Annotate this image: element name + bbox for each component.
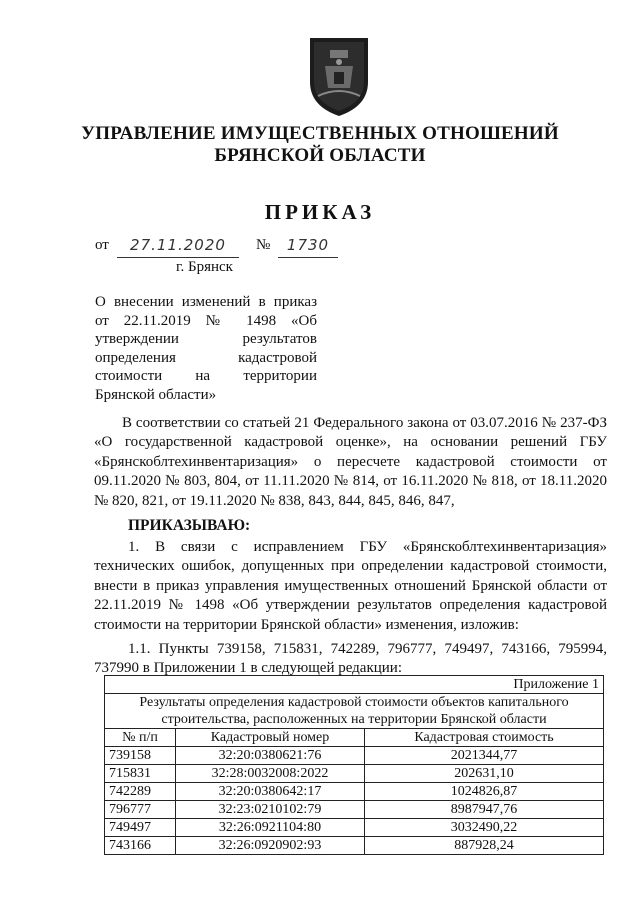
row-number: 715831: [105, 765, 176, 783]
table-row: [105, 801, 604, 819]
order-subject: О внесении изменений в приказ от 22.11.2019 № 1498 «Об утверждении результатов определения кадастровой стоимости на территории Брянской области»: [95, 294, 317, 403]
table-row: [105, 783, 604, 801]
date-label: от: [95, 237, 109, 253]
header-number: № п/п: [105, 729, 176, 747]
row-cadastral-value: 1024826,87: [365, 783, 604, 801]
row-cadastral-value: 887928,24: [365, 837, 604, 855]
row-cadastral-number: 32:26:0921104:80: [176, 819, 365, 837]
city-label: г. Брянск: [176, 259, 233, 275]
preamble-paragraph: В соответствии со статьей 21 Федерального закона от 03.07.2016 № 237-ФЗ «О государственной кадастровой оценке», на основании решений ГБУ «Брянскоблтехинвентаризация» о пересчете кадастровой стоимости от 09.11.2020 № 803, 804, от 11.11.2020 № 814, от 16.11.2020 № 818, от 18.11.2020 № 820, 821, от 19.11.2020 № 838, 843, 844, 845, 846, 847,: [94, 415, 607, 509]
table-row: [105, 837, 604, 855]
row-cadastral-number: 32:28:0032008:2022: [176, 765, 365, 783]
header-row: [105, 729, 604, 747]
row-cadastral-value: 3032490,22: [365, 819, 604, 837]
row-number: 743166: [105, 837, 176, 855]
decree-heading: ПРИКАЗЫВАЮ:: [128, 517, 251, 534]
row-cadastral-value: 8987947,76: [365, 801, 604, 819]
table-row: [105, 819, 604, 837]
row-cadastral-number: 32:20:0380621:76: [176, 747, 365, 765]
row-number: 749497: [105, 819, 176, 837]
row-cadastral-number: 32:26:0920902:93: [176, 837, 365, 855]
header-cadastral-value: Кадастровая стоимость: [365, 729, 604, 747]
table-caption: Результаты определения кадастровой стоимости объектов капитального строительства, расположенных на территории Брянской области: [105, 694, 604, 729]
handwritten-date: 27.11.2020: [130, 236, 226, 254]
table-row: [105, 747, 604, 765]
clause-1-1-paragraph: 1.1. Пункты 739158, 715831, 742289, 796777, 749497, 743166, 795994, 737990 в Приложении 1 в следующей редакции:: [94, 641, 607, 677]
clause-1-paragraph: 1. В связи с исправлением ГБУ «Брянскоблтехинвентаризация» технических ошибок, допущенных при определении кадастровой стоимости, внести в приказ управления имущественных отношений Брянской области от 22.11.2019 № 1498 «Об утверждении результатов определения кадастровой стоимости на территории Брянской области» изменения, изложив:: [94, 539, 607, 633]
cadastral-table: [104, 675, 604, 855]
row-number: 739158: [105, 747, 176, 765]
row-cadastral-value: 202631,10: [365, 765, 604, 783]
handwritten-number: 1730: [286, 236, 330, 254]
appendix-label: Приложение 1: [105, 676, 604, 694]
row-cadastral-number: 32:20:0380642:17: [176, 783, 365, 801]
table-row: [105, 765, 604, 783]
caption-row: [105, 694, 604, 729]
organization-name-line2: БРЯНСКОЙ ОБЛАСТИ: [214, 145, 426, 166]
row-number: 796777: [105, 801, 176, 819]
coat-of-arms-emblem: [300, 36, 378, 118]
appendix-row: [105, 676, 604, 694]
document-title: ПРИКАЗ: [264, 200, 376, 224]
header-cadastral-number: Кадастровый номер: [176, 729, 365, 747]
number-label: №: [256, 237, 271, 253]
row-cadastral-number: 32:23:0210102:79: [176, 801, 365, 819]
organization-name-line1: УПРАВЛЕНИЕ ИМУЩЕСТВЕННЫХ ОТНОШЕНИЙ: [81, 123, 559, 144]
row-cadastral-value: 2021344,77: [365, 747, 604, 765]
row-number: 742289: [105, 783, 176, 801]
